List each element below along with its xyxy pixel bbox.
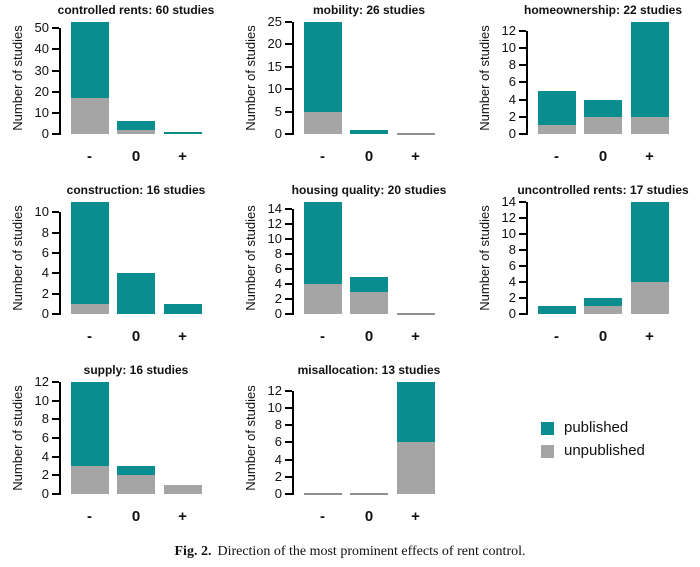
bar-segment-published — [117, 273, 155, 314]
bar-segment-published — [117, 121, 155, 129]
x-category-label: + — [411, 328, 420, 345]
x-category-label: + — [411, 508, 420, 525]
unpublished-swatch-icon — [541, 445, 554, 458]
y-tick-mark — [52, 313, 59, 315]
y-tick-label: 8 — [41, 411, 49, 427]
y-tick-mark — [285, 476, 292, 478]
bar-segment-published — [71, 382, 109, 466]
y-tick-label: 14 — [501, 194, 516, 209]
y-tick-mark — [285, 441, 292, 443]
y-tick-mark — [52, 27, 59, 29]
chart-mobility — [233, 0, 467, 180]
y-tick-label: 0 — [508, 306, 516, 321]
bar-segment-unpublished — [584, 306, 622, 314]
y-tick-label: 2 — [508, 290, 516, 305]
x-category-label: 0 — [131, 508, 141, 525]
figure-caption — [0, 540, 700, 567]
y-axis-label: Number of studies — [243, 205, 258, 311]
chart-controlled-rents — [0, 0, 233, 180]
bar-segment-published — [304, 22, 342, 112]
y-tick-label: 10 — [267, 231, 282, 247]
chart-housing-quality — [233, 180, 467, 360]
y-tick-label: 0 — [274, 306, 282, 321]
y-tick-mark — [285, 111, 292, 113]
y-tick-label: 6 — [508, 74, 516, 90]
y-tick-label: 10 — [34, 392, 49, 408]
bar-segment-published — [71, 22, 109, 98]
y-axis-label: Number of studies — [10, 25, 25, 131]
legend-item-unpublished — [541, 443, 645, 459]
bar-segment-unpublished — [117, 130, 155, 134]
y-tick-mark — [519, 249, 526, 251]
legend-label-published: published — [564, 419, 629, 436]
y-axis-label: Number of studies — [477, 205, 492, 311]
y-tick-label: 6 — [508, 258, 516, 273]
chart-title: homeownership: 22 studies — [523, 3, 683, 17]
y-axis-line — [59, 382, 61, 495]
y-tick-mark — [52, 70, 59, 72]
y-tick-mark — [52, 293, 59, 295]
y-tick-label: 10 — [34, 204, 49, 220]
y-axis-line — [59, 28, 61, 135]
y-axis-label: Number of studies — [10, 205, 25, 311]
x-category-label: + — [411, 148, 420, 165]
bar-segment-unpublished — [350, 292, 388, 314]
y-tick-mark — [285, 223, 292, 225]
y-tick-label: 12 — [267, 382, 282, 398]
y-tick-label: 10 — [34, 104, 49, 120]
y-tick-mark — [519, 133, 526, 135]
y-axis-label: Number of studies — [243, 25, 258, 131]
y-tick-label: 25 — [267, 14, 282, 29]
bar-segment-published — [538, 91, 576, 125]
bar-segment-published — [584, 298, 622, 306]
bar-segment-published — [304, 202, 342, 284]
y-tick-label: 4 — [508, 91, 516, 107]
y-tick-mark — [285, 407, 292, 409]
y-tick-label: 6 — [41, 430, 49, 445]
y-tick-label: 8 — [274, 246, 282, 262]
x-category-label: - — [320, 148, 325, 165]
chart-title: construction: 16 studies — [66, 183, 206, 197]
y-tick-mark — [285, 21, 292, 23]
chart-title: uncontrolled rents: 17 studies — [517, 183, 689, 197]
bar-segment-unpublished — [631, 117, 669, 134]
y-tick-label: 0 — [508, 126, 516, 141]
bar-segment-published — [538, 306, 576, 314]
bar-segment-unpublished — [71, 466, 109, 494]
y-tick-mark — [285, 208, 292, 210]
bar-segment-unpublished — [71, 98, 109, 134]
y-tick-mark — [52, 91, 59, 93]
y-tick-mark — [285, 298, 292, 300]
y-tick-mark — [285, 133, 292, 135]
y-tick-label: 40 — [34, 41, 49, 57]
chart-title: misallocation: 13 studies — [297, 363, 441, 377]
y-tick-label: 2 — [274, 468, 282, 484]
y-tick-mark — [285, 283, 292, 285]
bar-zero-line — [350, 493, 388, 495]
y-tick-mark — [519, 265, 526, 267]
y-tick-mark — [519, 116, 526, 118]
y-axis-label: Number of studies — [243, 385, 258, 491]
x-category-label: - — [320, 328, 325, 345]
x-category-label: - — [87, 148, 92, 165]
bar-zero-line — [397, 313, 435, 315]
y-tick-mark — [285, 253, 292, 255]
y-tick-label: 2 — [274, 291, 282, 307]
y-tick-label: 0 — [274, 486, 282, 501]
bar-segment-unpublished — [584, 117, 622, 134]
x-category-label: 0 — [598, 148, 608, 165]
y-tick-label: 14 — [267, 201, 282, 217]
y-tick-mark — [52, 400, 59, 402]
bar-segment-published — [584, 100, 622, 117]
y-axis-line — [526, 202, 528, 315]
bar-zero-line — [304, 493, 342, 495]
y-tick-label: 2 — [41, 467, 49, 483]
y-tick-label: 0 — [41, 306, 49, 321]
bar-segment-published — [71, 202, 109, 304]
bar-segment-unpublished — [631, 282, 669, 314]
y-tick-label: 5 — [274, 103, 282, 119]
y-axis-line — [292, 391, 294, 495]
legend-item-published — [541, 420, 645, 436]
y-axis-label: Number of studies — [477, 25, 492, 131]
bar-zero-line — [397, 133, 435, 135]
y-tick-mark — [285, 493, 292, 495]
y-tick-mark — [519, 281, 526, 283]
bar-segment-unpublished — [304, 112, 342, 134]
y-tick-mark — [285, 238, 292, 240]
chart-homeownership — [467, 0, 700, 180]
x-category-label: + — [178, 508, 187, 525]
y-tick-mark — [285, 424, 292, 426]
bar-segment-published — [350, 130, 388, 134]
bar-segment-unpublished — [71, 304, 109, 314]
bar-segment-published — [164, 132, 202, 134]
y-tick-mark — [285, 390, 292, 392]
y-axis-line — [292, 209, 294, 315]
y-tick-mark — [52, 456, 59, 458]
x-category-label: + — [178, 148, 187, 165]
x-category-label: 0 — [131, 328, 141, 345]
bar-segment-unpublished — [397, 442, 435, 494]
x-category-label: 0 — [364, 148, 374, 165]
x-category-label: - — [320, 508, 325, 525]
chart-title: controlled rents: 60 studies — [57, 3, 215, 17]
y-tick-mark — [519, 217, 526, 219]
y-tick-label: 8 — [41, 224, 49, 240]
chart-supply — [0, 360, 233, 540]
y-tick-label: 50 — [34, 20, 49, 36]
y-axis-line — [59, 212, 61, 315]
y-tick-label: 8 — [274, 417, 282, 433]
chart-title: supply: 16 studies — [83, 363, 189, 377]
y-tick-mark — [52, 252, 59, 254]
y-tick-mark — [519, 99, 526, 101]
y-tick-label: 2 — [41, 285, 49, 301]
x-category-label: + — [645, 148, 654, 165]
y-tick-mark — [285, 268, 292, 270]
y-axis-label: Number of studies — [10, 385, 25, 491]
y-tick-label: 10 — [501, 226, 516, 241]
x-category-label: 0 — [131, 148, 141, 165]
x-category-label: - — [87, 328, 92, 345]
x-category-label: + — [178, 328, 187, 345]
y-tick-mark — [52, 112, 59, 114]
caption-text: Direction of the most prominent effects of rent control. — [217, 544, 526, 559]
y-tick-mark — [519, 201, 526, 203]
y-tick-mark — [52, 211, 59, 213]
bar-segment-published — [164, 304, 202, 314]
y-tick-mark — [52, 272, 59, 274]
legend-label-unpublished: unpublished — [564, 442, 645, 459]
y-tick-label: 4 — [274, 276, 282, 292]
y-tick-mark — [285, 66, 292, 68]
y-tick-label: 4 — [41, 265, 49, 281]
y-tick-mark — [285, 459, 292, 461]
x-category-label: + — [645, 328, 654, 345]
y-tick-mark — [52, 474, 59, 476]
chart-construction — [0, 180, 233, 360]
y-tick-label: 2 — [508, 108, 516, 124]
published-swatch-icon — [541, 422, 554, 435]
legend — [467, 360, 700, 540]
x-category-label: - — [87, 508, 92, 525]
bar-segment-unpublished — [164, 485, 202, 494]
y-tick-label: 0 — [41, 126, 49, 141]
y-tick-label: 12 — [501, 22, 516, 38]
y-tick-mark — [52, 381, 59, 383]
y-tick-label: 0 — [274, 126, 282, 141]
bar-segment-unpublished — [117, 475, 155, 494]
y-tick-mark — [519, 47, 526, 49]
bar-segment-published — [631, 202, 669, 282]
bar-segment-published — [631, 22, 669, 117]
bar-segment-published — [397, 382, 435, 442]
y-tick-mark — [52, 437, 59, 439]
y-tick-mark — [285, 88, 292, 90]
y-axis-line — [526, 31, 528, 135]
chart-uncontrolled-rents — [467, 180, 700, 360]
y-tick-label: 4 — [41, 448, 49, 464]
y-tick-mark — [52, 418, 59, 420]
y-tick-label: 0 — [41, 486, 49, 501]
y-tick-label: 6 — [41, 244, 49, 260]
y-tick-mark — [519, 30, 526, 32]
y-tick-label: 15 — [267, 58, 282, 74]
y-tick-label: 8 — [508, 57, 516, 73]
y-tick-label: 12 — [267, 216, 282, 232]
y-tick-label: 4 — [508, 274, 516, 289]
y-tick-label: 20 — [267, 36, 282, 52]
y-tick-label: 20 — [34, 83, 49, 99]
x-category-label: 0 — [364, 328, 374, 345]
chart-misallocation — [233, 360, 467, 540]
y-tick-mark — [52, 48, 59, 50]
y-tick-label: 12 — [501, 210, 516, 225]
y-tick-mark — [519, 297, 526, 299]
y-tick-mark — [52, 493, 59, 495]
chart-title: mobility: 26 studies — [312, 3, 426, 17]
y-tick-mark — [52, 133, 59, 135]
caption-prefix: Fig. 2. — [174, 544, 212, 559]
y-tick-label: 4 — [274, 451, 282, 467]
x-category-label: - — [554, 148, 559, 165]
y-tick-label: 10 — [501, 39, 516, 55]
x-category-label: - — [554, 328, 559, 345]
chart-title: housing quality: 20 studies — [291, 183, 447, 197]
y-tick-mark — [519, 313, 526, 315]
y-tick-mark — [285, 43, 292, 45]
y-tick-label: 6 — [274, 434, 282, 450]
x-category-label: 0 — [598, 328, 608, 345]
y-tick-label: 30 — [34, 62, 49, 78]
y-tick-mark — [52, 232, 59, 234]
y-tick-mark — [519, 81, 526, 83]
y-tick-label: 8 — [508, 242, 516, 257]
y-tick-label: 12 — [34, 374, 49, 389]
y-tick-label: 10 — [267, 399, 282, 415]
y-tick-label: 6 — [274, 261, 282, 277]
legend-list — [541, 420, 645, 466]
bar-segment-published — [117, 466, 155, 475]
bar-segment-unpublished — [538, 125, 576, 134]
y-tick-mark — [285, 313, 292, 315]
bar-segment-published — [350, 277, 388, 292]
x-category-label: 0 — [364, 508, 374, 525]
y-axis-line — [292, 22, 294, 135]
y-tick-mark — [519, 64, 526, 66]
bar-segment-unpublished — [304, 284, 342, 314]
y-tick-mark — [519, 233, 526, 235]
y-tick-label: 10 — [267, 81, 282, 97]
